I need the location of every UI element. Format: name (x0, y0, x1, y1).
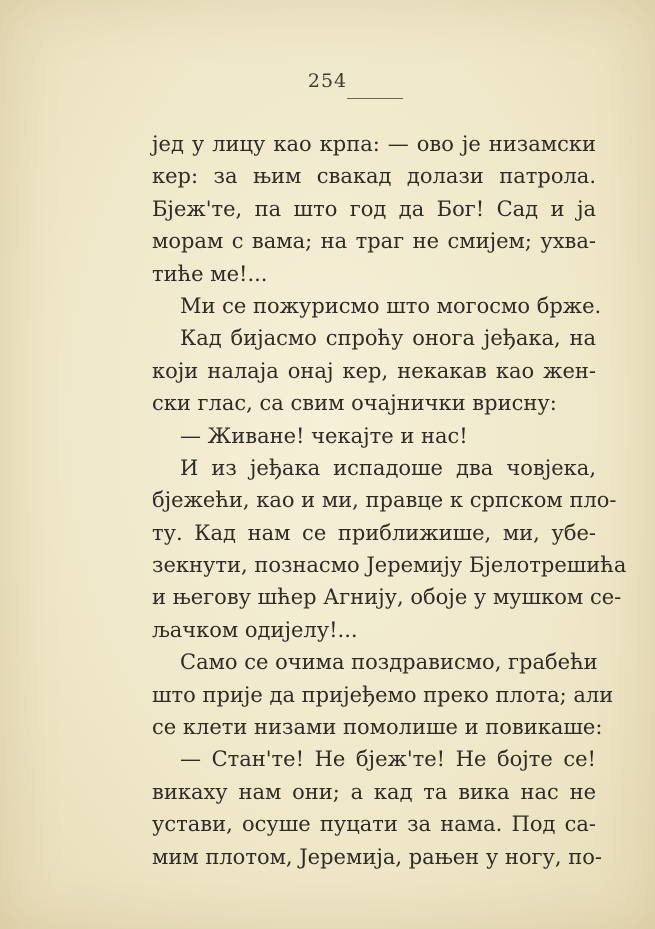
text-line: Ми се пожурисмо што могосмо брже. (180, 293, 602, 318)
text-line: ту. Кад нам се приближише, ми, убе- (152, 520, 596, 545)
text-line: — Живане! чекајте и нас! (180, 423, 468, 448)
text-line: што прије да пријеђемо преко плота; али (152, 682, 614, 707)
text-line: устави, осуше пуцати за нама. Под са- (152, 812, 596, 837)
text-line: И из јеђака испадоше два човјека, (180, 455, 596, 480)
text-line: бјежећи, као и ми, правце к српском пло- (152, 488, 617, 513)
text-line: тиће ме!... (152, 261, 268, 286)
text-line: и његову шћер Агнију, обоје у мушком се- (152, 585, 622, 610)
text-line: морам с вама; на траг не смијем; ухва- (152, 229, 596, 254)
text-line: љачком одијелу!... (152, 617, 358, 642)
text-line: — Стан'те! Не бјеж'те! Не бојте се! (180, 747, 596, 772)
text-line: Бјеж'те, па што год да Бог! Сад и ја (152, 196, 596, 221)
text-line: јед у лицу као крпа: — ово је низамски (152, 132, 596, 156)
text-line: се клети низами помолише и повикаше: (152, 715, 603, 740)
text-line: који налаја онај кер, некакав као жен- (152, 358, 596, 383)
text-line: Кад бијасмо спроћу онога јеђака, на (180, 326, 596, 351)
page-number: 254 (307, 70, 348, 92)
text-line: зекнути, познасмо Јеремију Бјелотрешића (152, 553, 627, 578)
text-line: кер: за њим свакад долази патрола. (152, 164, 596, 189)
text-line: мим плотом, Јеремија, рањен у ногу, по- (152, 844, 602, 869)
page-number-rule (347, 98, 403, 99)
text-line: викаху нам они; а кад та вика нас не (152, 779, 596, 804)
text-line: ски глас, са свим очајнички врисну: (152, 391, 557, 416)
text-line: Само се очима поздрависмо, грабећи (180, 650, 598, 675)
body-text (152, 128, 627, 873)
